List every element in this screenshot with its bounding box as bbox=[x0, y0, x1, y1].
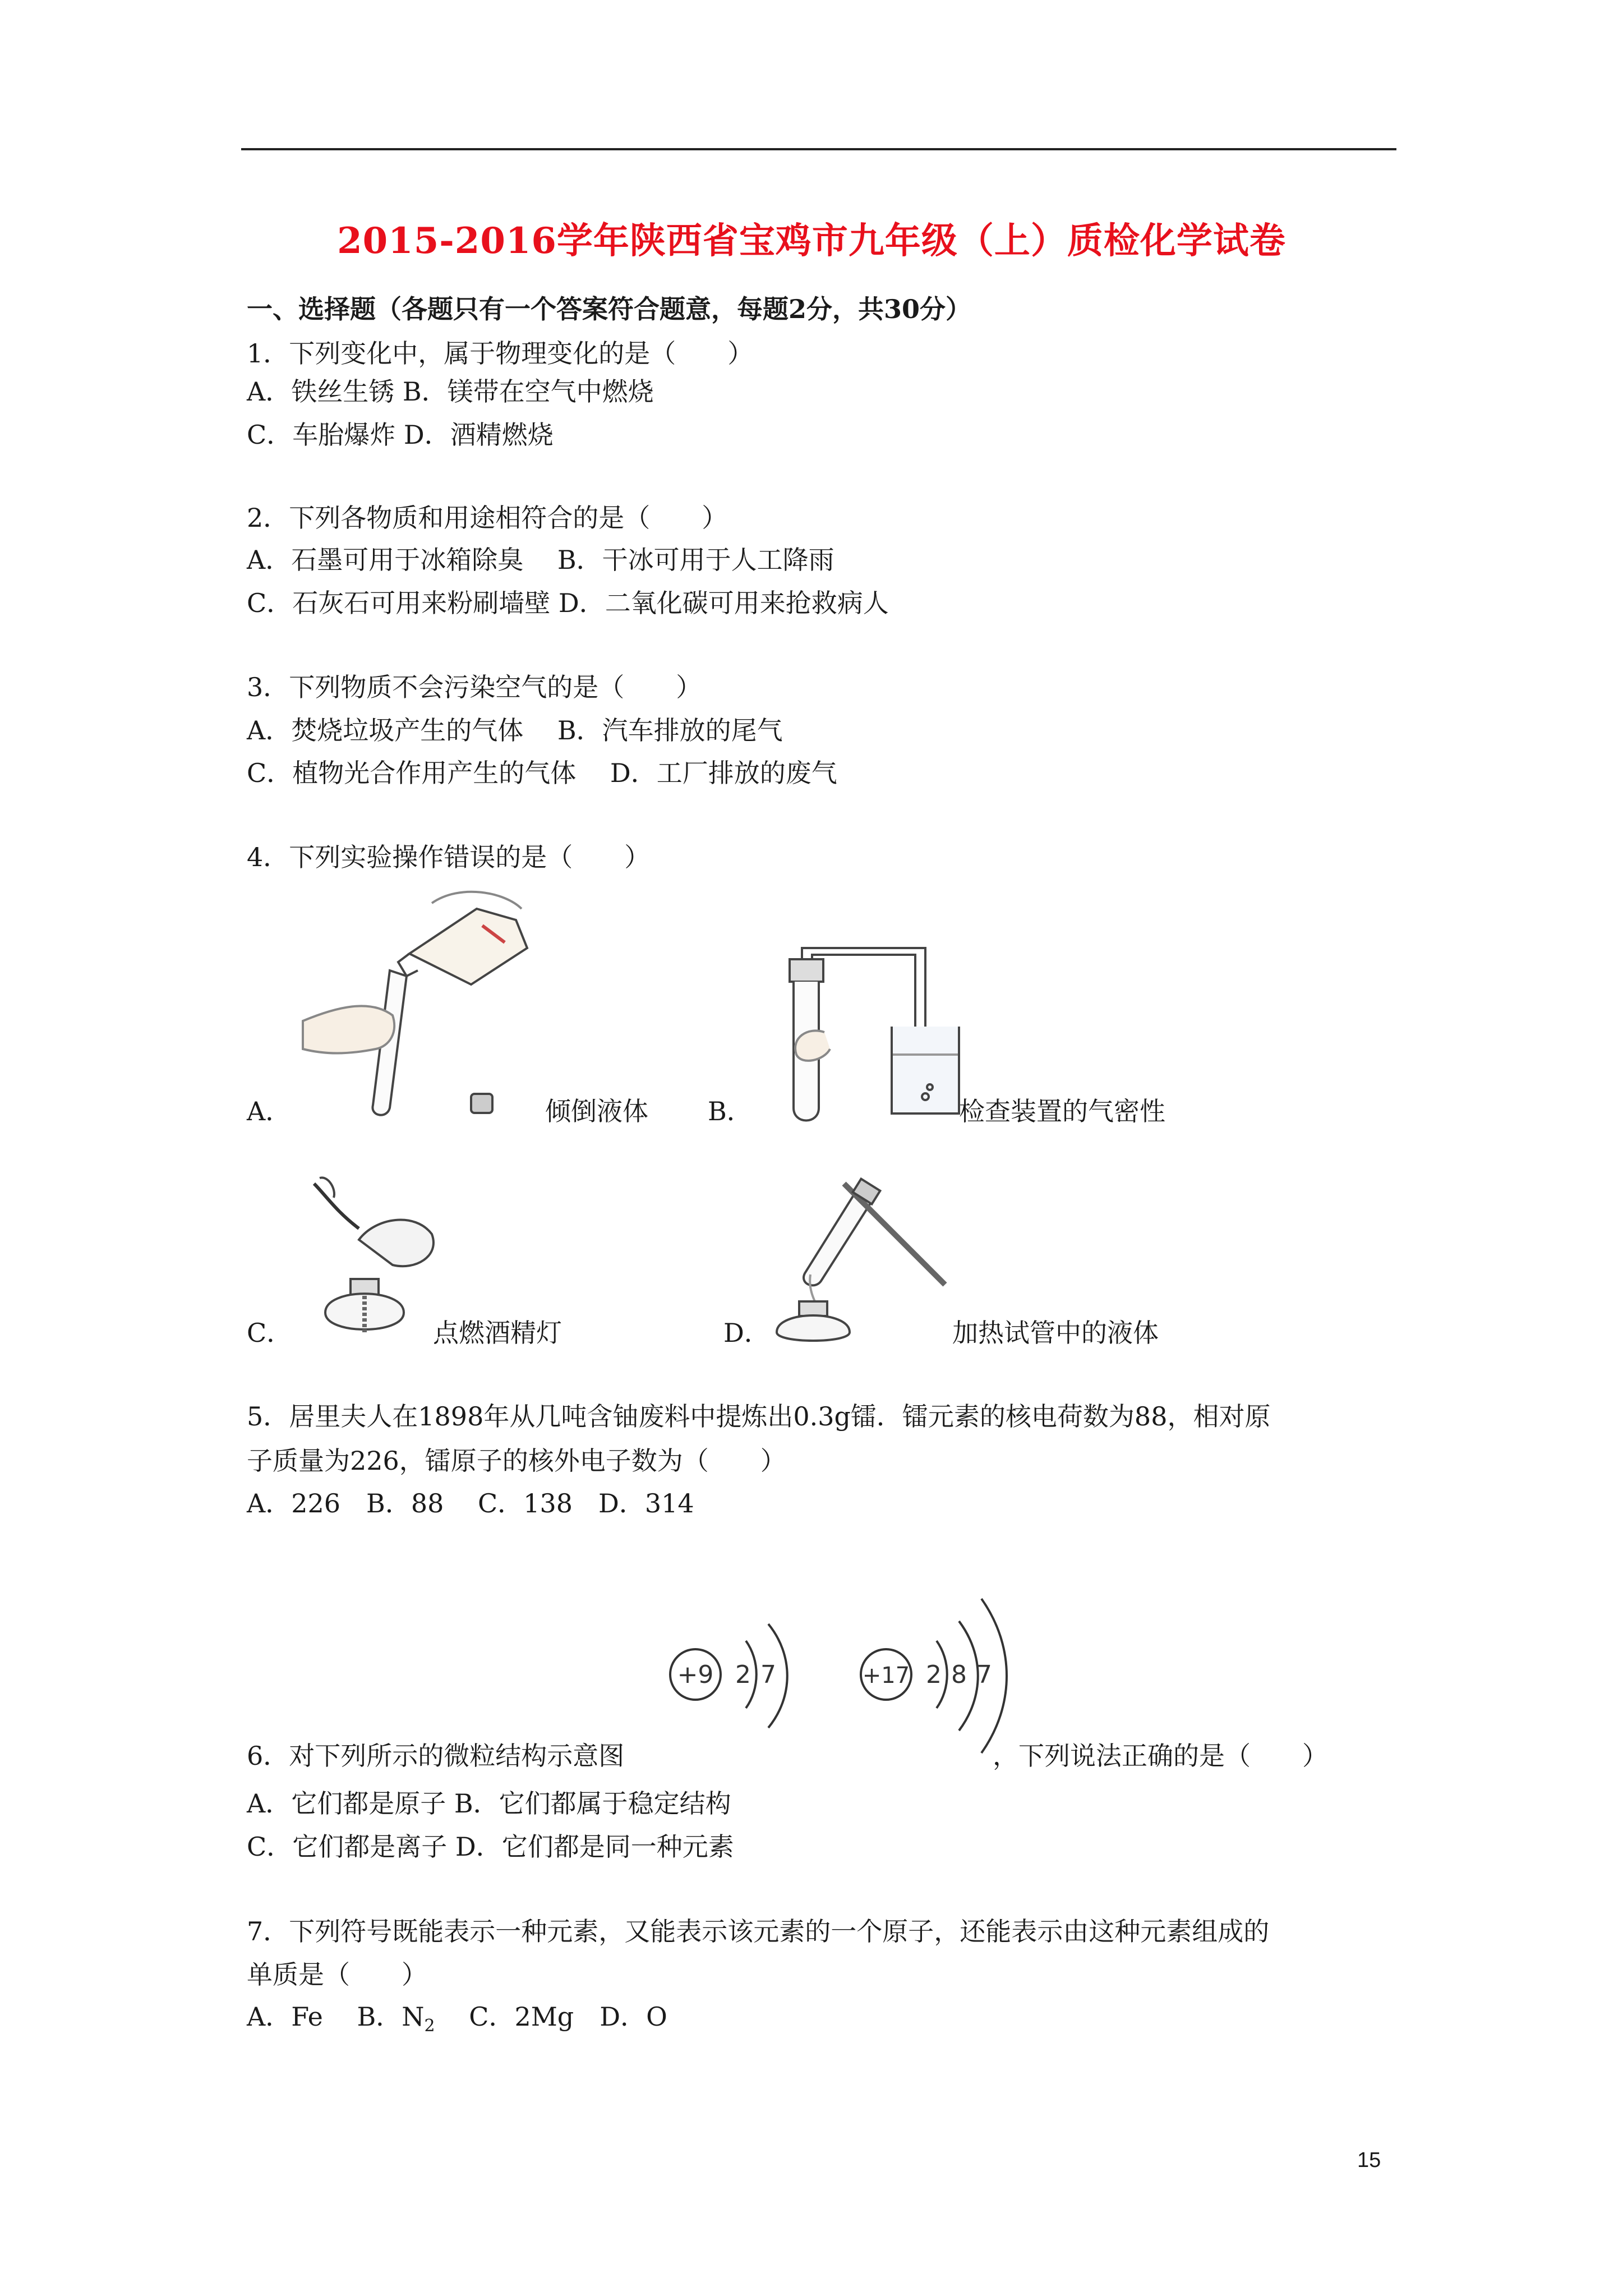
page-number: 15 bbox=[1357, 2148, 1381, 2172]
q4-option-a-text: 倾倒液体 bbox=[545, 1096, 648, 1126]
shell-2-1-label: 2 bbox=[926, 1660, 942, 1689]
q5-stem-line2: 子质量为226，镭原子的核外电子数为（ ） bbox=[247, 1446, 786, 1476]
section-heading: 一、选择题（各题只有一个答案符合题意，每题2分，共30分） bbox=[247, 294, 972, 324]
nucleus-2-label: +17 bbox=[862, 1663, 910, 1688]
airtightness-check-figure bbox=[740, 942, 965, 1128]
q4-option-d-letter: D． bbox=[723, 1318, 770, 1348]
atomic-structure-diagram bbox=[656, 1571, 1049, 1761]
q4-option-b-letter: B． bbox=[708, 1096, 753, 1126]
q7-stem-line1: 7．下列符号既能表示一种元素，又能表示该元素的一个原子，还能表示由这种元素组成的 bbox=[247, 1916, 1270, 1947]
q4-option-c-letter: C． bbox=[247, 1318, 293, 1348]
q4-option-a-letter: A． bbox=[247, 1096, 292, 1126]
q3-stem: 3．下列物质不会污染空气的是（ ） bbox=[247, 672, 702, 702]
q7-stem-line2: 单质是（ ） bbox=[247, 1959, 427, 1990]
q3-options-row2: C．植物光合作用产生的气体 D．工厂排放的废气 bbox=[247, 758, 837, 788]
nucleus-1-label: +9 bbox=[677, 1660, 714, 1689]
page-title: 2015-2016学年陕西省宝鸡市九年级（上）质检化学试卷 bbox=[337, 220, 1286, 262]
q2-options-row1: A．石墨可用于冰箱除臭 B．干冰可用于人工降雨 bbox=[247, 545, 834, 575]
shell-1-1-label: 2 bbox=[735, 1660, 751, 1689]
shell-2-3-label: 7 bbox=[976, 1660, 992, 1689]
q2-options-row2: C．石灰石可用来粉刷墙壁 D．二氧化碳可用来抢救病人 bbox=[247, 588, 889, 618]
q6-options-row1: A．它们都是原子 B．它们都属于稳定结构 bbox=[247, 1788, 731, 1819]
q7-options bbox=[247, 2000, 667, 2043]
q5-stem-line1: 5．居里夫人在1898年从几吨含铀废料中提炼出0.3g镭．镭元素的核电荷数为88，相对原 bbox=[247, 1401, 1271, 1432]
lighting-alcohol-lamp-figure bbox=[303, 1172, 449, 1346]
q7-options-ab: A．Fe B．N bbox=[247, 2001, 425, 2032]
q6-stem-right: ，下列说法正确的是（ ） bbox=[993, 1741, 1328, 1771]
q1-stem: 1．下列变化中，属于物理变化的是（ ） bbox=[247, 338, 754, 369]
q1-options-row2: C．车胎爆炸 D．酒精燃烧 bbox=[247, 420, 554, 450]
shell-1-2-label: 7 bbox=[760, 1660, 776, 1689]
pouring-liquid-figure bbox=[292, 886, 538, 1133]
shell-2-2-label: 8 bbox=[951, 1660, 967, 1689]
q6-options-row2: C．它们都是离子 D．它们都是同一种元素 bbox=[247, 1832, 734, 1862]
q4-option-d-text: 加热试管中的液体 bbox=[952, 1318, 1159, 1348]
q6-stem-left: 6．对下列所示的微粒结构示意图 bbox=[247, 1741, 625, 1771]
q4-option-b-text: 检查装置的气密性 bbox=[959, 1096, 1165, 1126]
q1-options-row1: A．铁丝生锈 B．镁带在空气中燃烧 bbox=[247, 376, 654, 407]
q3-options-row1: A．焚烧垃圾产生的气体 B．汽车排放的尾气 bbox=[247, 715, 783, 746]
q7-option-b-subscript: 2 bbox=[424, 2016, 435, 2036]
heating-test-tube-figure bbox=[754, 1172, 967, 1346]
q2-stem: 2．下列各物质和用途相符合的是（ ） bbox=[247, 503, 728, 533]
q5-options: A．226 B．88 C．138 D．314 bbox=[247, 1488, 694, 1519]
q7-options-cd: C．2Mg D．O bbox=[435, 2001, 667, 2032]
q4-option-c-text: 点燃酒精灯 bbox=[433, 1318, 562, 1348]
header-rule bbox=[241, 148, 1396, 150]
q4-stem: 4．下列实验操作错误的是（ ） bbox=[247, 842, 651, 872]
